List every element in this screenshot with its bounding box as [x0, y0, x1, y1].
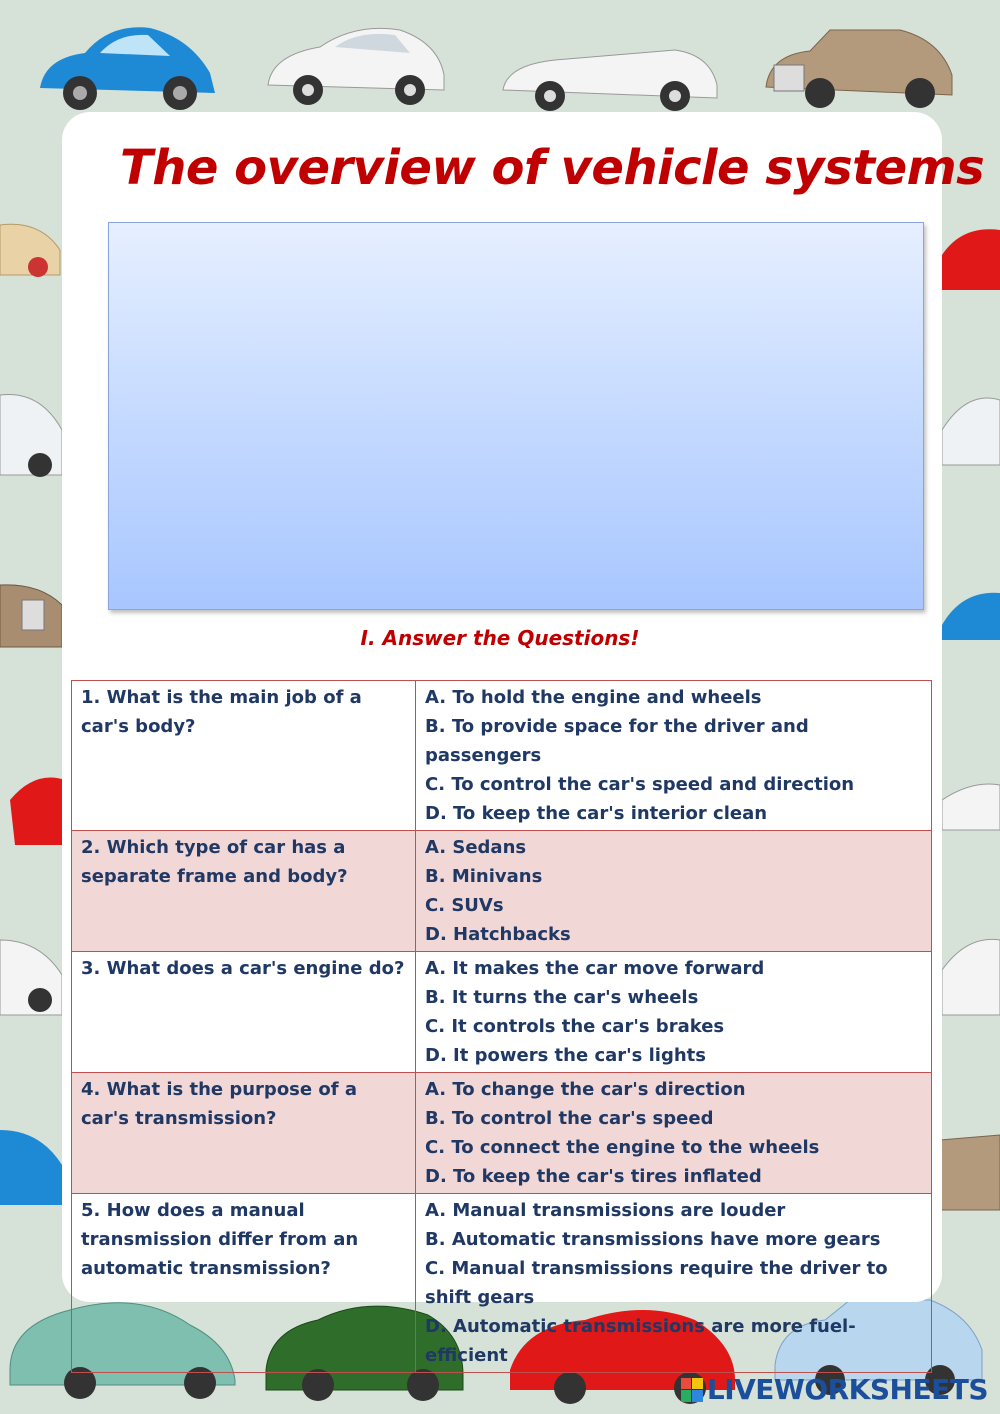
answer-option[interactable]: B. Automatic transmissions have more gears [425, 1229, 881, 1250]
white-car-illustration-left [0, 925, 62, 1020]
answer-option[interactable]: B. It turns the car's wheels [425, 987, 699, 1008]
red-sports-car-illustration [10, 760, 65, 850]
question-text: 2. Which type of car has a separate frame and body? [72, 831, 416, 952]
picture-placeholder [108, 222, 924, 610]
answer-option[interactable]: C. Manual transmissions require the driver to shift gears [425, 1258, 888, 1308]
blue-car-illustration-left [0, 1115, 62, 1210]
red-car-illustration [942, 215, 1000, 295]
answer-option[interactable]: A. Sedans [425, 837, 527, 858]
answer-option[interactable]: A. To change the car's direction [425, 1079, 746, 1100]
white-car-illustration-right [942, 770, 1000, 840]
table-row [72, 831, 932, 952]
answer-option[interactable]: D. It powers the car's lights [425, 1045, 706, 1066]
answer-option[interactable]: B. To provide space for the driver and passengers [425, 716, 809, 766]
white-car-illustration [260, 15, 450, 110]
table-row [72, 681, 932, 831]
liveworksheets-logo-icon [681, 1378, 703, 1402]
silver-car-illustration-left [0, 375, 62, 485]
liveworksheets-brand [681, 1373, 988, 1406]
answer-options [416, 952, 932, 1073]
answer-option[interactable]: D. To keep the car's interior clean [425, 803, 768, 824]
question-text: 4. What is the purpose of a car's transmission? [72, 1073, 416, 1194]
answer-option[interactable]: B. Minivans [425, 866, 543, 887]
answer-option[interactable]: D. To keep the car's tires inflated [425, 1166, 762, 1187]
silver-car-illustration-right [942, 380, 1000, 470]
answer-option[interactable]: D. Automatic transmissions are more fuel-efficient [425, 1316, 856, 1366]
beige-car-illustration [760, 15, 960, 110]
table-row [72, 952, 932, 1073]
question-table [71, 680, 932, 1373]
question-text: 3. What does a car's engine do? [72, 952, 416, 1073]
answer-options [416, 681, 932, 831]
question-text: 5. How does a manual transmission differ from an automatic transmission? [72, 1194, 416, 1373]
white-convertible-illustration [495, 20, 725, 115]
brand-name: LIVEWORKSHEETS [706, 1373, 988, 1406]
cream-car-illustration [0, 205, 62, 285]
answer-option[interactable]: C. SUVs [425, 895, 504, 916]
answer-option[interactable]: A. It makes the car move forward [425, 958, 765, 979]
section-heading: I. Answer the Questions! [360, 626, 640, 650]
white-car-illustration-right-2 [942, 930, 1000, 1020]
answer-option[interactable]: B. To control the car's speed [425, 1108, 714, 1129]
answer-option[interactable]: D. Hatchbacks [425, 924, 571, 945]
answer-option[interactable]: C. To connect the engine to the wheels [425, 1137, 820, 1158]
answer-option[interactable]: A. Manual transmissions are louder [425, 1200, 786, 1221]
table-row [72, 1194, 932, 1373]
page-title: The overview of vehicle systems [120, 140, 985, 196]
answer-options [416, 831, 932, 952]
answer-options [416, 1073, 932, 1194]
blue-car-illustration [30, 18, 220, 113]
answer-option[interactable]: C. It controls the car's brakes [425, 1016, 725, 1037]
table-row [72, 1073, 932, 1194]
answer-option[interactable]: A. To hold the engine and wheels [425, 687, 762, 708]
question-text: 1. What is the main job of a car's body? [72, 681, 416, 831]
answer-options [416, 1194, 932, 1373]
answer-option[interactable]: C. To control the car's speed and direction [425, 774, 855, 795]
